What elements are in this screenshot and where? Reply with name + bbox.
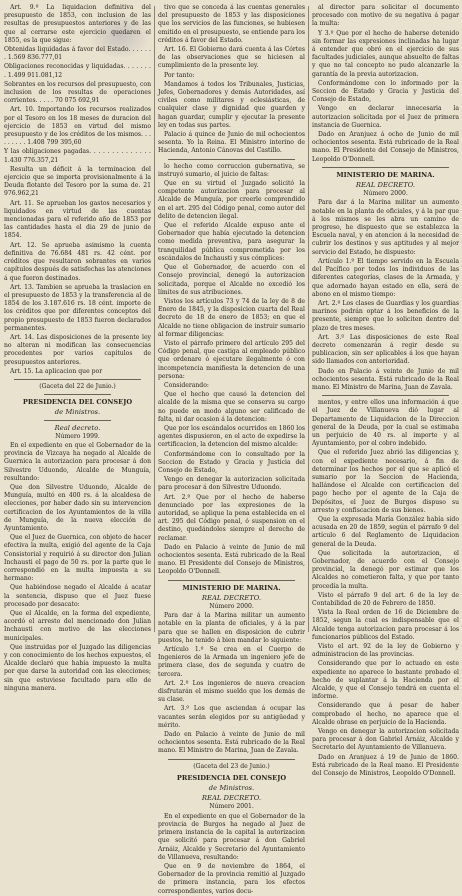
article-paragraph: Resulta un déficit á la terminacion del ejercicio que se importa provisionalmente á la Deuda flotante del Tesoro por la suma de. 21 976.962,21: [4, 165, 151, 198]
decree-paragraph: Que el Juez de Guernica, con objeto de hacer efectiva la multa, exigió del agente de la Caja Consistorial y requirió á su director don Julian Inchausti el pago de 50 rs. por la parte que le correspondió en la multa impuesta a su hermano:: [4, 534, 151, 583]
decree-paragraph: Que por los escándalos ocurridos en 1860 los agentes dispusieron, en el acto de expedirse la certificacion, la detencion del mismo alcalde:: [158, 424, 305, 449]
decree-paragraph: Artículo 1.º Se crea en el Cuerpo de Ingenieros de la Armada un ingeniero jefe de primera clase, dos de segunda y cuatro de tercera.: [158, 646, 305, 678]
section-title: PRESIDENCIA DEL CONSEJO: [22, 398, 133, 407]
decree-paragraph: Considerando que á pesar de haber comprobado el hecho, no aparece que el Alcalde obrase en perjuicio de la Hacienda.: [312, 702, 459, 726]
budget-line: Obligaciones reconocidas y liquidadas. . . . . . . . 1.499 911.081,12: [4, 63, 151, 79]
decree-number: Número 2001.: [209, 803, 254, 811]
article-paragraph: Art. 16. El Gobierno dará cuenta á las Córtes de las observaciones que se hiciesen al cumplimiento de la presente ley.: [158, 46, 305, 70]
decree-paragraph: En el expediente en que el Gobernador de la provincia de Burgos ha negado al Juez de primera instancia de la capital la autorizacion que solicitó para procesar á don Gabriel Arnáiz, Alcalde y Secretario del Ayuntamiento de Villanueva, resultando:: [158, 812, 305, 861]
decree-paragraph: Que don Silvestre Uduondo, Alcalde de Munguía, multó en 400 rs. á la alcaldesa de elecciones, por haber dado sin su intervencion certificacion de los Ayuntamientos de la villa de Munguía, de la nueva elección de Ayuntamiento.: [4, 483, 151, 532]
decree-number: Número 2000.: [363, 190, 408, 198]
decree-number: Número 2000.: [209, 603, 254, 611]
section-rule: [168, 159, 295, 160]
decree-body: [4, 442, 151, 693]
section-rule: [322, 167, 449, 168]
decree-paragraph: lo hecho como corruccion gubernativa, se instruyó sumario, el juicio de faltas:: [158, 162, 305, 178]
budget-line: Obtenidas liquidadas á favor del Estado. . . . . . . 1.569 836.777,01: [4, 46, 151, 62]
column-1: [4, 4, 151, 692]
section-subtitle: de Ministros.: [54, 408, 101, 417]
decree-paragraph: Conformándome con lo consultado por la Seccion de Estado y Gracia y Justicia del Consejo de Estado,: [158, 450, 305, 474]
article-paragraph: Art. 9.º La liquidacion definitiva del presupuesto de 1853, con inclusion de las resultas de presupuestos anteriores y de las que al cerrarse este ejercicio quedaren el 1855, es la que sigue:: [4, 4, 151, 44]
section-title: PRESIDENCIA DEL CONSEJO: [176, 773, 287, 782]
decree-paragraph: Que en su virtud el Juzgado solicitó la competente autorizacion para procesar al Alcalde de Munguía, por creerle comprendido en el art. 295 del Código penal, como autor del delito de detencion ilegal.: [158, 180, 305, 220]
decree-paragraph: Conformándome con lo informado por la Seccion de Estado y Gracia y Justicia del Consejo de Estado,: [312, 79, 459, 104]
budget-articles: [4, 4, 151, 376]
article-paragraph: Art. 11. Se aprueban los gastos necesarios y liquidados en virtud de las cuentas mencionadas para el referido año de 1853 por las cantidades hasta el dia 29 de junio de 1854.: [4, 199, 151, 240]
decree-closing: Dado en Aranjuez á 19 de Junio de 1860. Está rubricado de la Real mano. El Presidente del Consejo de Ministros, Leopoldo O'Donnell.: [312, 753, 459, 778]
decree-paragraph: Que el hecho que causó la detencion del alcalde de la misma que se conserva su cargo no puede en modo alguno ser calificado de falta, ni dar ocasion á la detencion:: [158, 391, 305, 423]
decree-closing: Dado en Aranjuez á ocho de Junio de mil ochocientos sesenta. Está rubricado de la Real mano. El Presidente del Consejo de Ministros, Leopoldo O'Donnell.: [312, 131, 459, 163]
section-title: MINISTERIO DE MARINA.: [336, 170, 435, 179]
article-paragraph: Art. 15. La aplicacion que por: [10, 367, 103, 375]
decree-paragraph: Visto el párrafo primero del artículo 295 del Código penal, que castiga al empleado público que ordenare ó ejecutare ilegalmente ó con incompetencia manifiesta la detencion de una persona:: [158, 339, 305, 380]
decree-paragraph: En el expediente en que el Gobernador de la provincia de Vizcaya ha negado al Alcalde de Guernica la autorizacion para procesar á don Silvestre Uduondo, Alcalde de Munguía, resultando:: [4, 441, 151, 482]
decree-paragraph: Dado en Palacio á veinte de Junio de mil ochocientos sesenta. Está rubricado de la Real mano. El Ministro de Marina, Juan de Zavala.: [158, 731, 305, 755]
decree-paragraph: Art. 2.º Que por el hecho de haberse denunciado por las expresiones de la autoridad, se aplique la pena establecida en el art. 295 del Código penal, ó suspension en el destino, quedándoles siempre el derecho de reclamar.: [158, 493, 305, 542]
column-2: [158, 4, 305, 895]
section-rule: [322, 395, 449, 396]
decree-paragraph: Considerando:: [164, 381, 209, 389]
article-paragraph: Art. 13. Tambien se aprueba la traslacion en el presupuesto de 1853 y la transferencia al de 1854 de los 3.187.616 rs. 18 cént. importe de los créditos que por diferentes conceptos del propio presupuesto de 1853 fueron declarados permanentes.: [4, 283, 151, 332]
column-divider: [154, 6, 155, 632]
decree-paragraph: Vista la Real orden de 16 de Diciembre de 1852, segun la cual es indispensable que el Alcalde tenga autorizacion para procesar á los funcionarios públicos del Estado.: [312, 609, 459, 641]
section-rule: [44, 420, 111, 421]
article-paragraph: Art. 10. Importando los recursos realizados por el Tesoro en los 18 meses de duracion del ejercicio de 1853 en virtud del mismo presupuesto y de los créditos de los mismos. . . . . . . . . 1.408 799 395,60: [4, 106, 151, 147]
article-paragraph: Mandamos á todos los Tribunales, Justicias, Jefes, Gobernadores y demás Autoridades, así civiles como militares y eclesiásticas, de cualquier clase y dignidad que guarden y hagan guardar, cumplir y ejecutar la presente ley en todas sus partes.: [158, 80, 305, 129]
column-divider: [308, 6, 309, 632]
decree-paragraph: Para dar á la Marina militar un aumento notable en la planta de oficiales, y á la par que á los mismos se les abra un camino de progreso, he dispuesto que se establezca la Escuela naval, y en atencion á la necesidad de cubrir los destinos y sus aptitudes y al mejor servicio del Estado, he dispuesto:: [312, 199, 459, 256]
decree-paragraph: Vengo en denegar la autorizacion solicitada para procesar á don Silvestre Uduondo.: [158, 476, 305, 492]
decree-paragraph: Que habiéndose negado el Alcalde á acatar la sentencia, dispuso que el Juez fuese procesado por desacato:: [4, 584, 151, 608]
decree-paragraph: Artículo 1.º El tiempo servido en la Escuela del Pacífico por todos los individuos de las diferentes categorías, clases de la Armada, y que adornado hayan estado en ella, será de abono en el mismo tiempo:: [312, 257, 459, 298]
decree-closing: Dado en Palacio á veinte de Junio de mil ochocientos sesenta. Está rubricado de la Real mano. El Presidente del Consejo de Ministros, Leopoldo O'Donnell.: [158, 543, 305, 576]
article-paragraph: Por tanto:: [164, 71, 195, 79]
decree-paragraph: mentos, y entre ellos una información á que el Juez de Villanueva dió lugar al Departamento de Liquidacion de la Direccion general de la Deuda, por la cual se estimaba un perjuicio de 40 rs. al importe y al Ayuntamiento, por el cobro indebido.: [312, 399, 459, 448]
decree-paragraph: al director para solicitar el documento procesado con motivo de su negativa á pagar la multa:: [312, 4, 459, 28]
decree-paragraph: Vengo en denegar la autorizacion solicitada para procesar á don Gabriel Arnáiz, Alcalde y Secretario del Ayuntamiento de Villanueva.: [312, 728, 459, 752]
gaceta-date: (Gaceta del 23 de Junio.): [193, 762, 270, 770]
decree-paragraph: Art. 2.º Los clases de Guardias y los guardias marinos podrán optar á los beneficios de la presente, siempre que lo soliciten dentro del plazo de tres meses.: [312, 299, 459, 332]
budget-line: Sobrantes en los recursos del presupuesto, con inclusion de los resultas de operaciones corrientes. . . . . 70 075 692,91: [4, 80, 151, 105]
decree-paragraph: Art. 3.º Las disposiciones de este Real decreto comenzarán á regir desde su publicacion, sin ser aplicables á los que hayan sido llamados con anterioridad.: [312, 333, 459, 366]
decree-paragraph: Y 3.º Que por el hecho de haberse detenido sin formar las expresiones inclinadas ha lugar á entender que obró en el ejercicio de sus facultades judiciales, aunque absuelto de faltas y que no tal concepto no pudo alcanzarle la garantía de la previa autorizacion.: [312, 29, 459, 78]
section-rule: [44, 394, 111, 395]
article-paragraph: tivo que se conceda á las cuentas generales del presupuesto de 1853 y las disposiciones que los servicios de las funciones, se hubiesen emitido en el presupuesto, se entiende para los créditos á favor del Estado.: [158, 4, 305, 44]
section-rule: [14, 379, 141, 380]
decree-closing: Dado en Palacio á veinte de Junio de mil ochocientos sesenta. Está rubricado de la Real mano. El Ministro de Marina, Juan de Zavala.: [312, 367, 459, 391]
decree-paragraph: Que en 9 de noviembre de 1864, el Gobernador de la provincia remitió al Juzgado de primera instancia, para los efectos correspondientes, varios docu-: [158, 862, 305, 895]
decree-paragraph: Visto el párrafo 9 del art. 6 de la ley de Contabilidad de 20 de Febrero de 1850.: [312, 591, 459, 608]
decree-paragraph: Que el referido Juez abrió las diligencias y, con el expediente necesario, á fin de determinar los hechos por el que se aplicó el sumario por la Seccion de Hacienda, hallándose el Alcalde con certificacion del pago hecho por el agente de la Caja de Depósitos, el Juez de Burgos dispuso su arresto y confiscacion de sus bienes.: [312, 449, 459, 514]
decree-paragraph: Art. 2.º Los ingenieros de nueva creacion disfrutarán el mismo sueldo que los demás de su clase.: [158, 679, 305, 704]
decree-paragraph: Vistos los artículos 73 y 74 de la ley de 8 de Enero de 1845, y la disposicion cuarta del Real decreto de 18 de enero de 1853; en que el Alcalde no tiene obligacion de instruir sumario al formar diligencias:: [158, 297, 305, 338]
decree-paragraph: Art. 3.º Los que asciendan á ocupar las vacantes serán elegidos por su antigüedad y mérito.: [158, 705, 305, 729]
decree-paragraph: Para dar á la Marina militar un aumento notable en la planta de oficiales, y á la par para que se hallen en disposicion de cubrir puestos, he tenido á bien mandar lo siguiente:: [158, 612, 305, 644]
article-paragraph: Art. 12. Se aprueba asimismo la cuenta definitiva de 76.684 481 rs. 42 cént. por créditos que resultaron sobrantes en varios capítulos después de satisfechas las atenciones á que fueron destinados.: [4, 241, 151, 282]
budget-line: Y las obligaciones pagadas. . . . . . . . . . . . . . 1.430 776.357,21: [4, 148, 151, 164]
section-subtitle: de Ministros.: [208, 784, 255, 793]
section-rule: [168, 759, 295, 760]
decree-paragraph: Considerando que por lo actuado en este expediente no aparece lo bastante probado el hecho de suplantar á la Hacienda por el Alcalde, y que el Consejo tendrá en cuenta el informe.: [312, 660, 459, 701]
article-paragraph: Art. 14. Las disposiciones de la presente ley no alteran ni modifican las consecuencias procedentes por varios capítulos de presupuestos anteriores.: [4, 333, 151, 366]
decree-number: Número 1999.: [55, 432, 100, 440]
decree-paragraph: Vengo en declarar innecesaria la autorizacion solicitada por el Juez de primera instancia de Guernica.: [312, 105, 459, 129]
decree-paragraph: Que la expresada María González había sido acusada en 20 de 1859, según el párrafo 9 del artículo 6 del Reglamento de Liquidacion general de la Deuda.: [312, 515, 459, 548]
gaceta-date: (Gaceta del 22 de Junio.): [39, 382, 116, 390]
section-subtitle: REAL DECRETO.: [201, 593, 262, 602]
section-subtitle: REAL DECRETO.: [355, 181, 416, 190]
decree-label: Real decreto.: [54, 423, 101, 432]
decree-paragraph: Que el Gobernador, de acuerdo con el Consejo provincial, denegó la autorizacion solicitada, porque el Alcalde no excedió los límites de sus atribuciones.: [158, 264, 305, 296]
section-rule: [168, 580, 295, 581]
decree-paragraph: Que instruidas por el Juzgado las diligencias y con conocimiento de los hechos expuestos, el Alcalde declaró que había impuesto la multa por que darse la autoridad con las elecciones; sin que estuviese facultado para ello de ninguna manera.: [4, 643, 151, 692]
decree-paragraph: Que solicitada la autorizacion, el Gobernador, de acuerdo con el Consejo provincial, la denegó por estimar que los Alcaldes no cometieron falta, y que por tanto procedía la multa.: [312, 549, 459, 590]
decree-label: REAL DECRETO.: [201, 794, 262, 803]
decree-paragraph: Visto el art. 92 de la ley de Gobierno y administracion de las provincias.: [312, 643, 459, 659]
column-3: [312, 4, 459, 778]
section-title: MINISTERIO DE MARINA.: [182, 583, 281, 592]
decree-paragraph: Que el referido Alcalde expuso ante el Gobernador que había ejecutado la detencion como medida preventiva, para asegurar la tranquilidad pública comprometida por los escándalos de Inchausti y sus cómplices:: [158, 222, 305, 262]
decree-paragraph: Que el Alcalde, en la forma del expediente, acordó el arresto del mencionado don Julian Inchausti con motivo de las elecciones municipales.: [4, 610, 151, 642]
article-paragraph: Palacio á quince de Junio de mil ochocientos sesenta. Yo la Reina. El Ministro interino de Hacienda, Antonio Cánovas del Castillo.: [158, 131, 305, 155]
